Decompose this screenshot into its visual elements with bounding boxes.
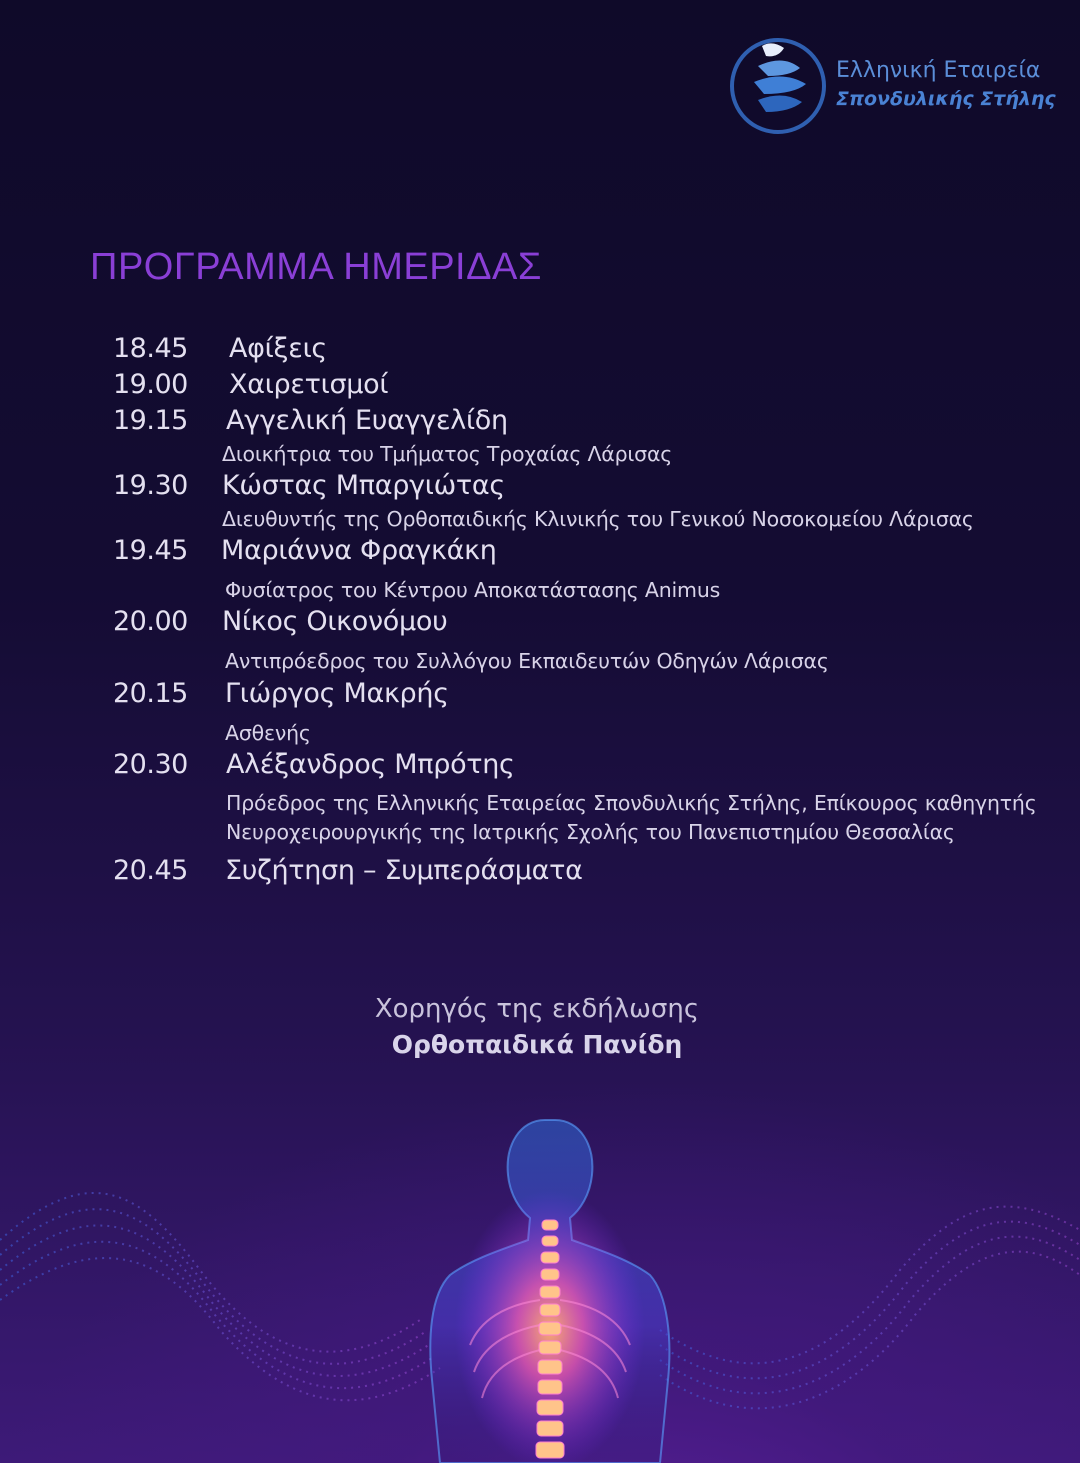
schedule-time: 20.15 (113, 678, 188, 709)
schedule-title: Αφίξεις (229, 333, 327, 364)
society-logo (728, 36, 1058, 136)
spine-illustration (0, 1100, 1080, 1463)
schedule-time: 18.45 (113, 333, 188, 364)
schedule-time: 20.45 (113, 855, 188, 886)
speaker-role: Ασθενής (225, 721, 311, 745)
schedule-time: 19.45 (113, 535, 188, 566)
schedule-title: Χαιρετισμοί (229, 369, 389, 400)
speaker-role: Φυσίατρος του Κέντρου Αποκατάστασης Animus (225, 578, 721, 602)
human-torso-illustration (430, 1120, 669, 1463)
speaker-role: Διοικήτρια του Τμήματος Τροχαίας Λάρισας (222, 442, 673, 466)
speaker-role: Αντιπρόεδρος του Συλλόγου Εκπαιδευτών Οδηγών Λάρισας (225, 649, 829, 673)
page-title: ΠΡΟΓΡΑΜΜΑ ΗΜΕΡΙΔΑΣ (90, 246, 542, 288)
speaker-name: Μαριάννα Φραγκάκη (221, 535, 497, 566)
speaker-name: Γιώργος Μακρής (225, 678, 449, 709)
sponsor-name: Ορθοπαιδικά Πανίδη (391, 1030, 683, 1059)
speaker-role: Διευθυντής της Ορθοπαιδικής Κλινικής του Γενικού Νοσοκομείου Λάρισας (222, 507, 974, 531)
speaker-name: Κώστας Μπαργιώτας (222, 470, 505, 501)
logo-title-line1: Ελληνική Εταιρεία (836, 58, 1041, 83)
schedule-time: 20.00 (113, 606, 188, 637)
wave-left-decoration (0, 1193, 440, 1400)
speaker-role: Πρόεδρος της Ελληνικής Εταιρείας Σπονδυλικής Στήλης, Επίκουρος καθηγητής (226, 791, 1037, 815)
logo-title-line2: Σπονδυλικής Στήλης (836, 88, 1056, 110)
speaker-name: Αγγελική Ευαγγελίδη (226, 405, 508, 436)
sponsor-label: Χορηγός της εκδήλωσης (374, 994, 700, 1024)
schedule-time: 19.00 (113, 369, 188, 400)
spine-logo-icon (728, 36, 832, 136)
wave-right-decoration (660, 1207, 1080, 1409)
schedule-time: 19.30 (113, 470, 188, 501)
schedule-title: Συζήτηση – Συμπεράσματα (225, 855, 583, 886)
schedule-time: 20.30 (113, 749, 188, 780)
speaker-name: Νίκος Οικονόμου (222, 606, 448, 637)
schedule-time: 19.15 (113, 405, 188, 436)
speaker-name: Αλέξανδρος Μπρότης (226, 749, 515, 780)
speaker-role-continued: Νευροχειρουργικής της Ιατρικής Σχολής του Πανεπιστημίου Θεσσαλίας (226, 820, 955, 844)
